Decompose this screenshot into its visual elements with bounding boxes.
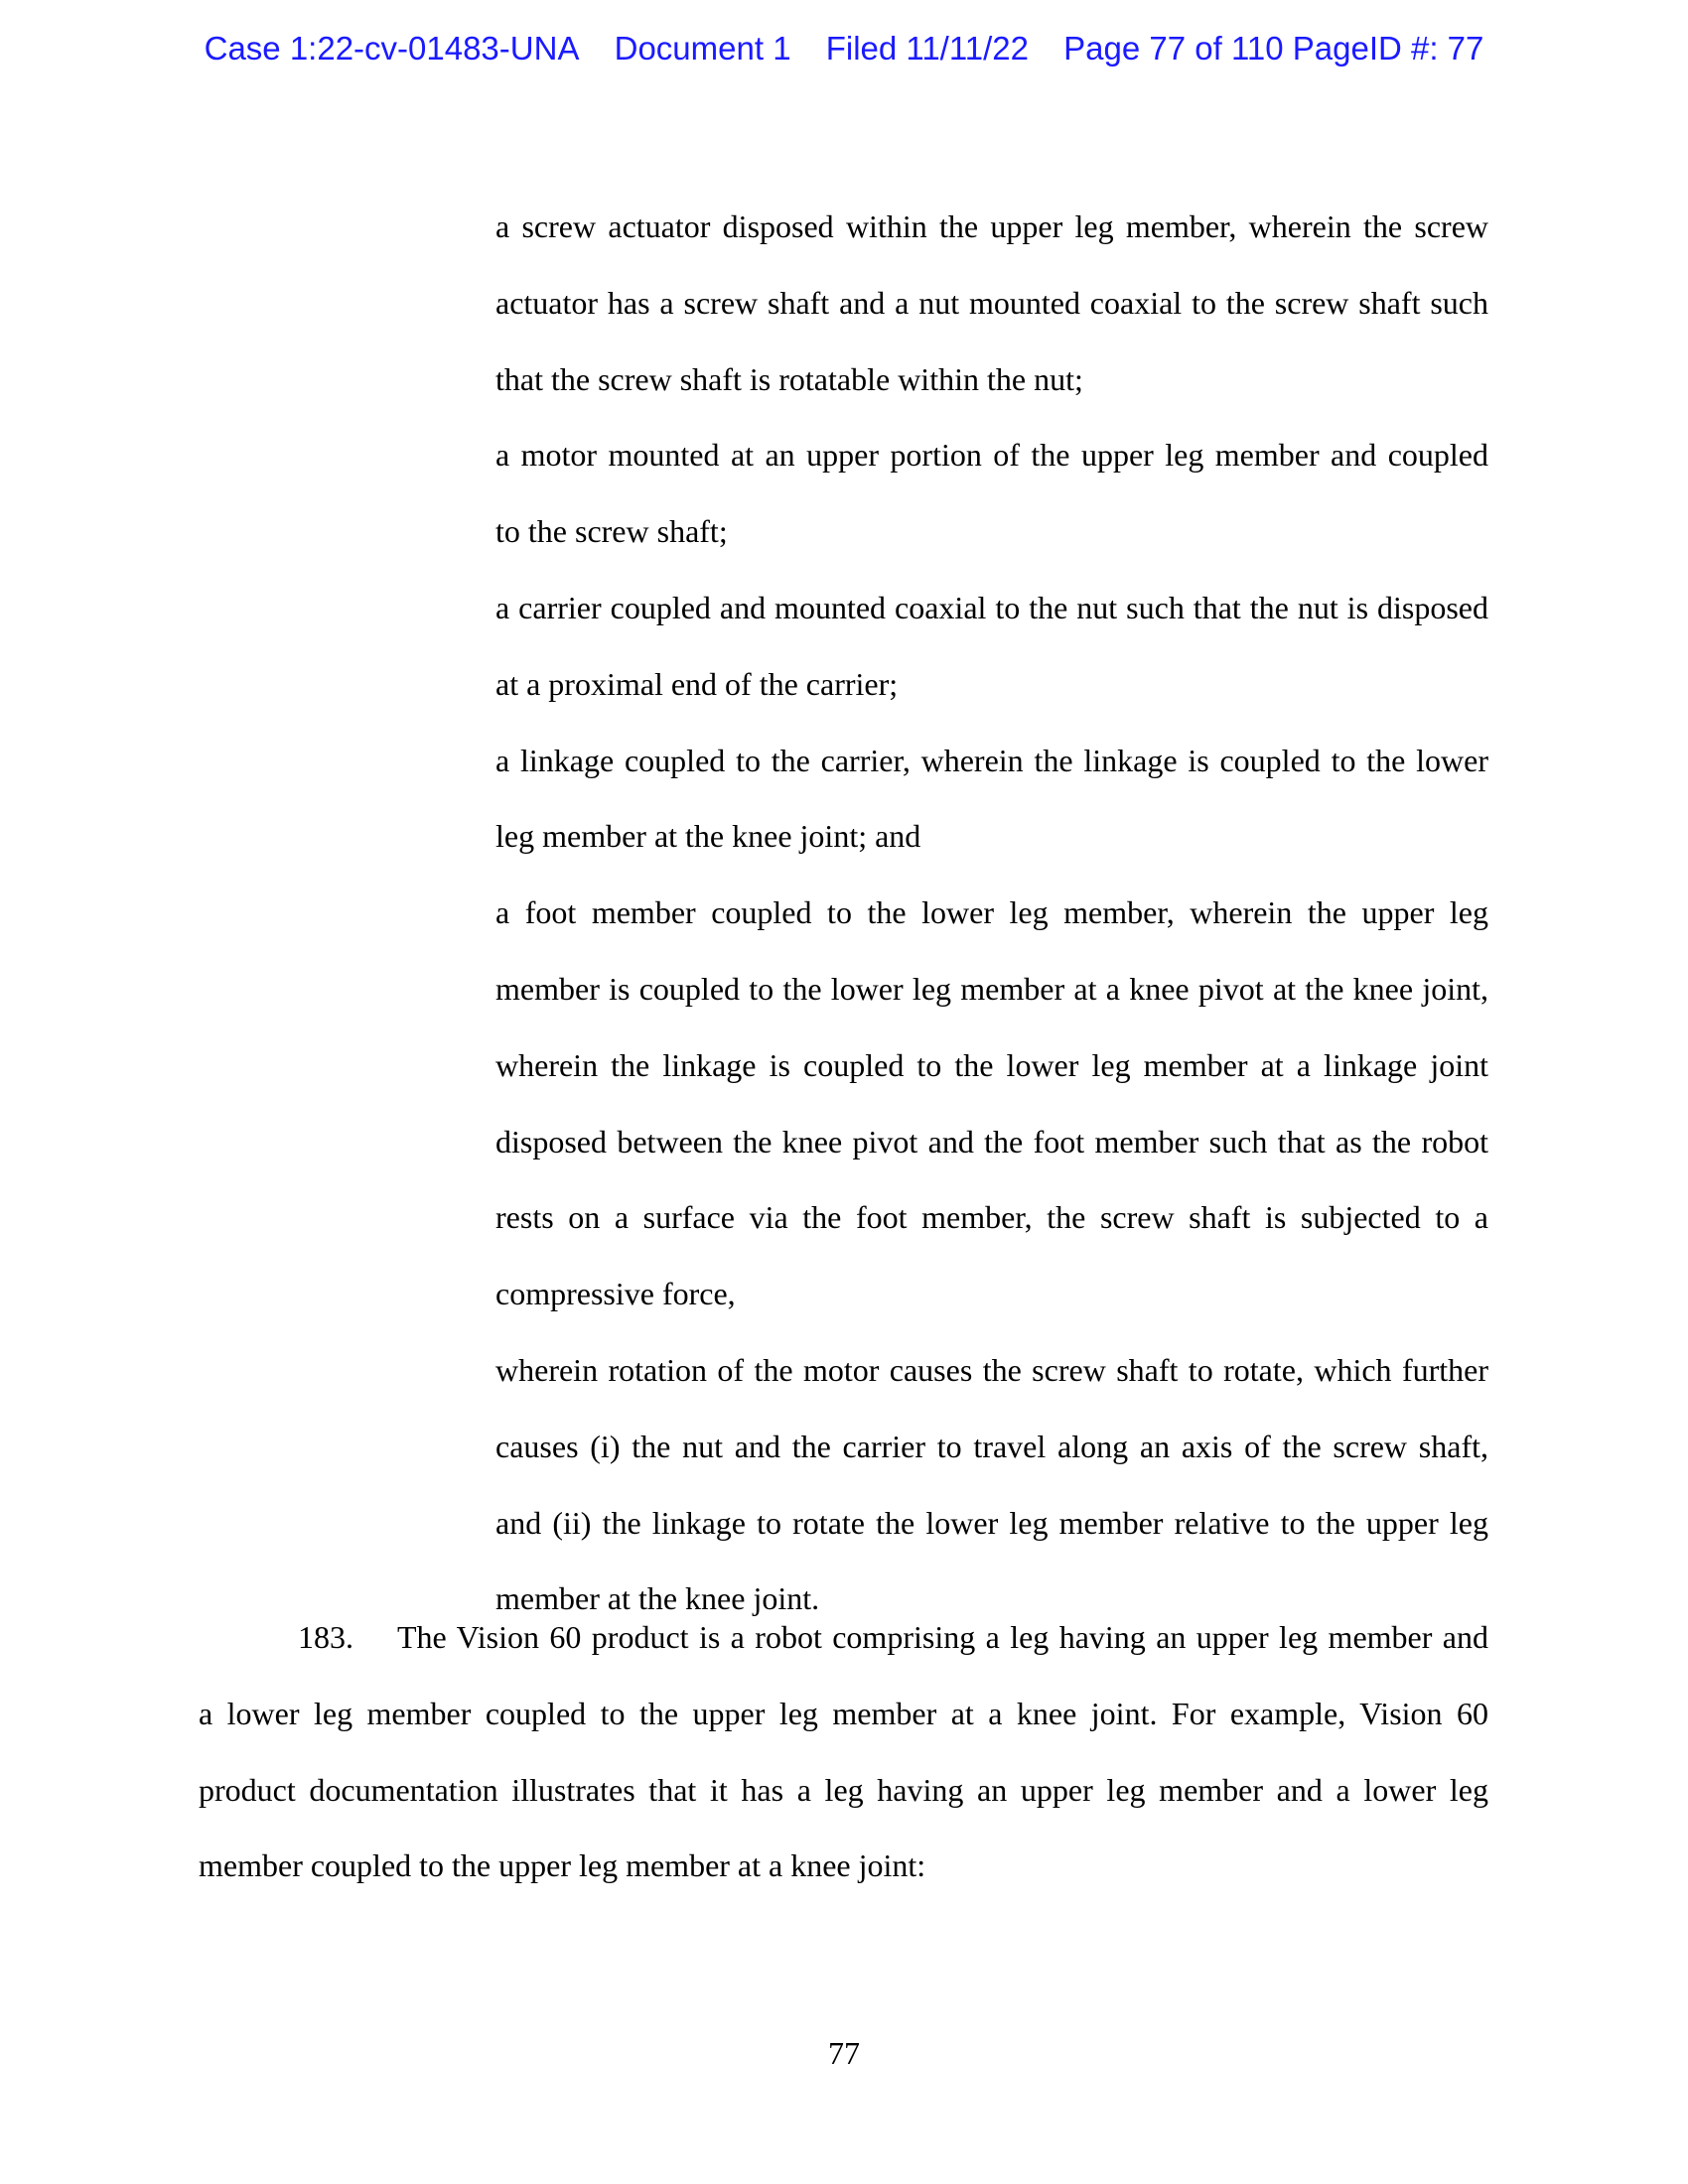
header-document-number: Document 1 <box>614 30 791 67</box>
paragraph-number: 183. <box>298 1619 353 1655</box>
claim-line: compressive force, <box>495 1276 736 1312</box>
claim-line: wherein rotation of the motor causes the screw shaft to rotate, which further <box>495 1351 1488 1388</box>
claim-line: a screw actuator disposed within the upper leg member, wherein the screw <box>495 208 1488 244</box>
paragraph-line: a lower leg member coupled to the upper leg member at a knee joint. For example, Vision 60 <box>199 1695 1488 1731</box>
claim-line: leg member at the knee joint; and <box>495 818 921 855</box>
claim-line: to the screw shaft; <box>495 513 728 550</box>
claim-line: a foot member coupled to the lower leg member, wherein the upper leg <box>495 894 1488 931</box>
claim-line: and (ii) the linkage to rotate the lower leg member relative to the upper leg <box>495 1504 1488 1541</box>
paragraph-line: The Vision 60 product is a robot comprising a leg having an upper leg member and <box>397 1619 1488 1655</box>
claim-line: wherein the linkage is coupled to the lower leg member at a linkage joint <box>495 1046 1488 1083</box>
claim-line: disposed between the knee pivot and the foot member such that as the robot <box>495 1123 1488 1160</box>
claim-line: rests on a surface via the foot member, the screw shaft is subjected to a <box>495 1199 1488 1236</box>
claim-line: a motor mounted at an upper portion of the upper leg member and coupled <box>495 437 1488 474</box>
paragraph-line: member coupled to the upper leg member at a knee joint: <box>199 1847 926 1884</box>
header-filed-date: Filed 11/11/22 <box>825 30 1029 67</box>
claim-line: at a proximal end of the carrier; <box>495 665 899 702</box>
claim-line: that the screw shaft is rotatable within the nut; <box>495 360 1083 397</box>
paragraph-line: product documentation illustrates that it has a leg having an upper leg member and a lower leg <box>199 1771 1488 1808</box>
claim-line: member is coupled to the lower leg member at a knee pivot at the knee joint, <box>495 970 1488 1007</box>
claim-line: causes (i) the nut and the carrier to travel along an axis of the screw shaft, <box>495 1428 1488 1464</box>
claim-line: a linkage coupled to the carrier, wherein the linkage is coupled to the lower <box>495 742 1488 778</box>
claim-text-block <box>495 189 1488 1637</box>
claim-line: member at the knee joint. <box>495 1580 820 1617</box>
ecf-header <box>0 30 1688 68</box>
claim-line: actuator has a screw shaft and a nut mounted coaxial to the screw shaft such <box>495 284 1488 321</box>
page-number: 77 <box>828 2035 860 2071</box>
header-case-number: Case 1:22-cv-01483-UNA <box>204 30 580 67</box>
paragraph-183 <box>199 1599 1488 1904</box>
header-page-id: Page 77 of 110 PageID #: 77 <box>1063 30 1484 67</box>
claim-line: a carrier coupled and mounted coaxial to the nut such that the nut is disposed <box>495 589 1488 625</box>
paragraph-first-line <box>199 1599 1488 1676</box>
